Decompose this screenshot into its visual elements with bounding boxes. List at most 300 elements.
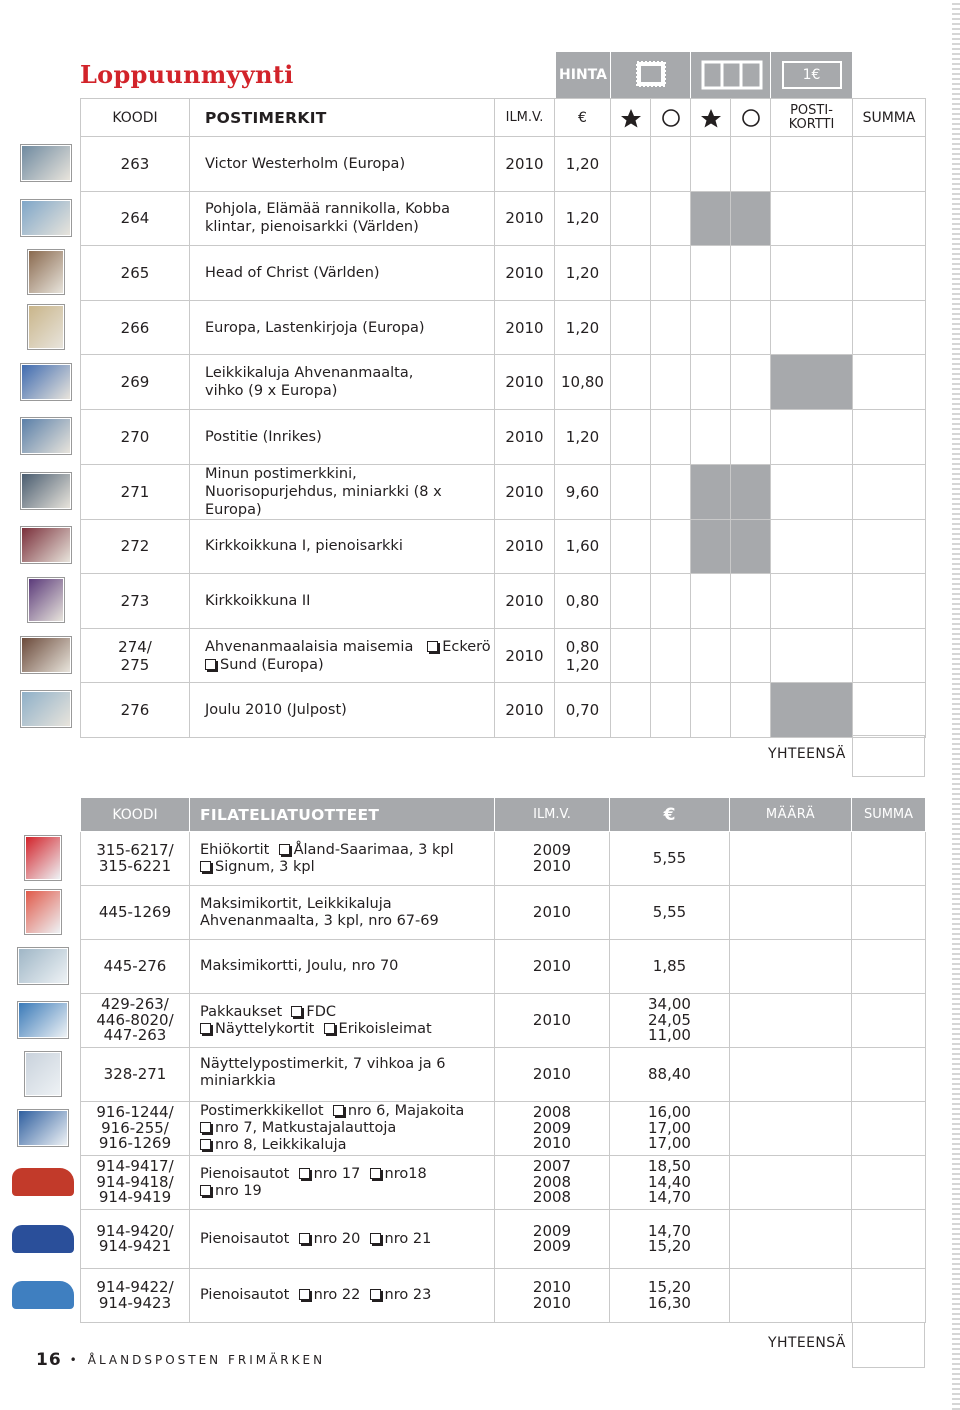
stamp-price: 10,80: [555, 355, 611, 410]
checkbox-option-2[interactable]: [370, 1233, 381, 1244]
sum-cell[interactable]: [853, 464, 926, 519]
stamp-year: 2010: [495, 137, 555, 192]
stamp-thumb-slot: [14, 191, 78, 246]
quantity-cell[interactable]: [651, 191, 691, 246]
product-code: 429-263/ 446-8020/ 447-263: [81, 994, 190, 1048]
product-price: 5,55: [610, 886, 730, 940]
product-thumbnails: [6, 831, 80, 1322]
stamp-code-line: 274/: [118, 637, 152, 656]
stamp-image: [21, 145, 71, 181]
postikortti-line-1: POSTI-: [790, 102, 833, 118]
star-icon: [691, 107, 731, 129]
product-year: 2009 2009: [495, 1210, 610, 1269]
product-name: [190, 886, 495, 940]
product-thumb-slot: [6, 993, 80, 1047]
quantity-cell[interactable]: [611, 355, 651, 410]
sum-cell[interactable]: [853, 574, 926, 629]
product-name-text: Näyttelypostimerkit, 7 vihkoa ja 6 miniarkkia: [200, 1056, 446, 1089]
stamp-image: [28, 305, 64, 349]
product-name: [190, 940, 495, 994]
product-price: 5,55: [610, 832, 730, 886]
checkbox-option-1[interactable]: [279, 844, 290, 855]
sum-cell[interactable]: [852, 886, 926, 940]
stamp-code: 264: [81, 191, 190, 246]
quantity-cell[interactable]: [731, 246, 771, 301]
quantity-cell[interactable]: [691, 246, 731, 301]
circle-icon: [651, 107, 691, 129]
strip-icon-cell: [690, 52, 770, 98]
stamp-code: 266: [81, 300, 190, 355]
product-name: [190, 994, 495, 1048]
stamp-row: [81, 355, 926, 410]
checkbox-option-3[interactable]: [200, 1185, 211, 1196]
postikortti-line-2: KORTTI: [788, 116, 835, 132]
product-row: [81, 832, 926, 886]
checkbox-option-2[interactable]: [200, 1023, 211, 1034]
toy-car-image: [12, 1281, 74, 1309]
product-row: [81, 940, 926, 994]
euro-header: €: [555, 99, 611, 137]
page-title: Loppuunmyynti: [80, 60, 294, 89]
option-label: nro18: [384, 1165, 427, 1182]
stamp-name: Kirkkoikkuna II: [190, 574, 495, 629]
product-year: 2008 2009 2010: [495, 1102, 610, 1156]
quantity-cell[interactable]: [651, 519, 691, 574]
product-name: [190, 1210, 495, 1269]
stamp-price: 1,20: [555, 137, 611, 192]
product-row: [81, 994, 926, 1048]
product-name: [190, 1269, 495, 1323]
quantity-cell[interactable]: [651, 574, 691, 629]
stamp-price-line: 0,80: [565, 637, 600, 656]
koodi-header: KOODI: [81, 99, 190, 137]
stamp-image: [21, 418, 71, 454]
circle-icon: [731, 107, 771, 129]
stamp-year: 2010: [495, 191, 555, 246]
quantity-cell[interactable]: [771, 355, 853, 410]
product-name-text: Pienoisautot: [200, 1230, 290, 1247]
option-label: Näyttelykortit: [215, 1020, 315, 1037]
quantity-cell[interactable]: [731, 300, 771, 355]
stamp-code: 263: [81, 137, 190, 192]
stamp-price: 1,20: [555, 246, 611, 301]
footer-dot: •: [69, 1353, 80, 1367]
product-row: [81, 1269, 926, 1323]
product-code: 445-276: [81, 940, 190, 994]
product-image: [25, 890, 61, 934]
checkbox-option-2[interactable]: [370, 1168, 381, 1179]
stamp-price: 0,70: [555, 683, 611, 738]
quantity-cell[interactable]: [651, 300, 691, 355]
quantity-cell[interactable]: [691, 628, 731, 683]
fila-ilmv-header: ILM.V.: [495, 798, 610, 832]
ilmv-header: ILM.V.: [495, 99, 555, 137]
filatelia-header: FILATELIATUOTTEET: [190, 798, 495, 832]
checkbox-option-1[interactable]: [299, 1168, 310, 1179]
stamp-row: [81, 191, 926, 246]
option-label: FDC: [306, 1003, 337, 1020]
stamp-year: 2010: [495, 683, 555, 738]
star-icon: [611, 107, 651, 129]
checkbox-option-1[interactable]: [299, 1289, 310, 1300]
sum-cell[interactable]: [853, 246, 926, 301]
option-label: nro 23: [384, 1287, 432, 1303]
quantity-cell[interactable]: [691, 409, 731, 464]
stamp-row: [81, 519, 926, 574]
price-one-label: 1€: [802, 67, 821, 83]
quantity-cell[interactable]: [611, 464, 651, 519]
star-col-header-1: [611, 99, 651, 137]
stamp-row: [81, 137, 926, 192]
stamp-thumb-slot: [14, 464, 78, 519]
stamp-name: Head of Christ (Världen): [190, 246, 495, 301]
stamp-image: [28, 578, 64, 622]
sum-cell[interactable]: [853, 683, 926, 738]
quantity-cell[interactable]: [731, 574, 771, 629]
product-code: 916-1244/ 916-255/ 916-1269: [81, 1102, 190, 1156]
product-code: 445-1269: [81, 886, 190, 940]
product-row: [81, 886, 926, 940]
product-name-text: Ehiökortit: [200, 841, 270, 858]
checkbox-option-1[interactable]: [299, 1233, 310, 1244]
star-col-header-2: [691, 99, 731, 137]
stamp-name: Minun postimerkkini, Nuorisopurjehdus, miniarkki (8 x Europa): [190, 464, 495, 519]
stamp-year: 2010: [495, 409, 555, 464]
quantity-cell[interactable]: [651, 628, 691, 683]
stamp-image: [21, 364, 71, 400]
price-box-icon: [782, 61, 842, 89]
quantity-cell[interactable]: [730, 1156, 852, 1210]
option-label: nro 22: [313, 1287, 361, 1303]
quantity-cell[interactable]: [730, 832, 852, 886]
product-row: [81, 1210, 926, 1269]
quantity-cell[interactable]: [651, 355, 691, 410]
product-name-text: Pakkaukset: [200, 1003, 283, 1020]
stamp-year: 2010: [495, 246, 555, 301]
stamp-name-text: Ahvenanmaalaisia maisemia: [205, 638, 414, 655]
stamp-year: 2010: [495, 355, 555, 410]
stamp-price: 1,20: [555, 409, 611, 464]
product-image: [25, 836, 61, 880]
stamp-code-line: 275: [120, 655, 150, 674]
quantity-cell[interactable]: [651, 683, 691, 738]
quantity-cell[interactable]: [771, 519, 853, 574]
stamp-thumb-slot: [14, 409, 78, 464]
option-label: nro 7, Matkustajalauttoja: [215, 1120, 397, 1136]
sum-cell[interactable]: [852, 940, 926, 994]
sum-cell[interactable]: [852, 832, 926, 886]
total-label-1: YHTEENSÄ: [768, 746, 846, 762]
checkbox-eckero[interactable]: [427, 641, 438, 652]
quantity-cell[interactable]: [731, 519, 771, 574]
product-price: 88,40: [610, 1048, 730, 1102]
quantity-cell[interactable]: [731, 628, 771, 683]
stamp-thumb-slot: [14, 682, 78, 737]
stamp-image: [21, 200, 71, 236]
product-price: 16,00 17,00 17,00: [610, 1102, 730, 1156]
sum-cell[interactable]: [853, 300, 926, 355]
stamps-header-row: [81, 99, 926, 137]
postikortti-header: [771, 99, 853, 137]
price-box-cell: [770, 52, 852, 98]
checkbox-option-3[interactable]: [324, 1023, 335, 1034]
stamp-price: 1,20: [555, 191, 611, 246]
quantity-cell[interactable]: [691, 300, 731, 355]
stamp-code: 273: [81, 574, 190, 629]
stamps-table: [80, 98, 926, 738]
quantity-cell[interactable]: [731, 683, 771, 738]
sum-cell[interactable]: [853, 628, 926, 683]
product-thumb-slot: [6, 885, 80, 939]
product-name: [190, 1102, 495, 1156]
sum-cell[interactable]: [852, 1102, 926, 1156]
quantity-cell[interactable]: [611, 574, 651, 629]
stamp-name: Postitie (Inrikes): [190, 409, 495, 464]
quantity-cell[interactable]: [651, 246, 691, 301]
quantity-cell[interactable]: [730, 940, 852, 994]
page-edge-strip: [952, 0, 960, 1410]
quantity-cell[interactable]: [730, 1269, 852, 1323]
quantity-cell[interactable]: [691, 683, 731, 738]
product-thumb-slot: [6, 1101, 80, 1155]
stamp-thumb-slot: [14, 573, 78, 628]
stamp-thumb-slot: [14, 354, 78, 409]
product-name-text: Maksimikortti, Joulu, nro 70: [200, 958, 399, 974]
quantity-cell[interactable]: [611, 519, 651, 574]
stamp-row: [81, 246, 926, 301]
quantity-cell[interactable]: [771, 409, 853, 464]
product-thumb-slot: [6, 1268, 80, 1322]
product-year: 2007 2008 2008: [495, 1156, 610, 1210]
quantity-cell[interactable]: [730, 1210, 852, 1269]
option-label: nro 17: [313, 1165, 361, 1182]
quantity-cell[interactable]: [651, 464, 691, 519]
product-image: [18, 948, 68, 984]
sum-cell[interactable]: [852, 1269, 926, 1323]
sum-cell[interactable]: [852, 1156, 926, 1210]
quantity-cell[interactable]: [651, 409, 691, 464]
checkbox-option-2[interactable]: [370, 1289, 381, 1300]
stamp-price: [555, 628, 611, 683]
stamp-row: [81, 300, 926, 355]
product-year: 2010: [495, 940, 610, 994]
stamp-image: [21, 691, 71, 727]
sum-cell[interactable]: [853, 191, 926, 246]
stamp-thumb-slot: [14, 136, 78, 191]
stamp-code: 269: [81, 355, 190, 410]
option-label: nro 20: [313, 1230, 361, 1247]
quantity-cell[interactable]: [730, 886, 852, 940]
option-label: Signum, 3 kpl: [215, 858, 315, 875]
fila-summa-header: SUMMA: [852, 798, 926, 832]
product-name: [190, 1048, 495, 1102]
quantity-cell[interactable]: [730, 1102, 852, 1156]
option-label: Eckerö: [442, 638, 491, 655]
stamp-image: [21, 473, 71, 509]
stamp-year: 2010: [495, 300, 555, 355]
quantity-cell[interactable]: [691, 355, 731, 410]
option-label: Erikoisleimat: [338, 1020, 432, 1037]
checkbox-option-1[interactable]: [333, 1105, 344, 1116]
total-label-2: YHTEENSÄ: [768, 1335, 846, 1351]
quantity-cell[interactable]: [731, 137, 771, 192]
stamp-name: Europa, Lastenkirjoja (Europa): [190, 300, 495, 355]
sum-cell[interactable]: [852, 1210, 926, 1269]
sum-cell[interactable]: [852, 994, 926, 1048]
quantity-cell[interactable]: [691, 464, 731, 519]
stamp-code: [81, 628, 190, 683]
stamp-name: Joulu 2010 (Julpost): [190, 683, 495, 738]
product-code: 315-6217/ 315-6221: [81, 832, 190, 886]
product-name: [190, 1156, 495, 1210]
product-thumb-slot: [6, 1047, 80, 1101]
option-label: nro 19: [215, 1182, 262, 1199]
quantity-cell[interactable]: [771, 246, 853, 301]
product-row: [81, 1102, 926, 1156]
product-thumb-slot: [6, 1155, 80, 1209]
sum-cell[interactable]: [853, 137, 926, 192]
stamp-name: Kirkkoikkuna I, pienoisarkki: [190, 519, 495, 574]
product-year: 2009 2010: [495, 832, 610, 886]
postimerkit-header: POSTIMERKIT: [190, 99, 495, 137]
stamp-price: 9,60: [555, 464, 611, 519]
quantity-cell[interactable]: [771, 300, 853, 355]
quantity-cell[interactable]: [691, 574, 731, 629]
product-name-text: Postimerkkikellot: [200, 1103, 324, 1119]
quantity-cell[interactable]: [771, 137, 853, 192]
stamp-year: 2010: [495, 628, 555, 683]
option-label: Åland-Saarimaa, 3 kpl: [293, 841, 454, 858]
checkbox-option-2[interactable]: [200, 861, 211, 872]
stamp-thumb-slot: [14, 245, 78, 300]
quantity-cell[interactable]: [731, 191, 771, 246]
sum-cell[interactable]: [853, 355, 926, 410]
product-year: 2010: [495, 886, 610, 940]
product-thumb-slot: [6, 1209, 80, 1268]
stamp-price: 1,20: [555, 300, 611, 355]
circle-col-header-1: [651, 99, 691, 137]
sum-cell[interactable]: [852, 1048, 926, 1102]
stamp-code: 271: [81, 464, 190, 519]
quantity-cell[interactable]: [611, 246, 651, 301]
stamp-thumb-slot: [14, 518, 78, 573]
stamp-thumb-slot: [14, 627, 78, 682]
stamp-row: [81, 628, 926, 683]
quantity-cell[interactable]: [771, 628, 853, 683]
stamp-code: 265: [81, 246, 190, 301]
quantity-cell[interactable]: [771, 191, 853, 246]
quantity-cell[interactable]: [611, 409, 651, 464]
product-price: 18,50 14,40 14,70: [610, 1156, 730, 1210]
product-name-text: Maksimikortit, Leikkikaluja Ahvenanmaalta, 3 kpl, nro 67-69: [200, 895, 439, 929]
quantity-cell[interactable]: [771, 464, 853, 519]
product-price: 15,20 16,30: [610, 1269, 730, 1323]
quantity-cell[interactable]: [691, 191, 731, 246]
stamp-thumbnails: [14, 136, 78, 737]
filatelia-table: [80, 797, 926, 1323]
quantity-cell[interactable]: [731, 409, 771, 464]
option-label: nro 6, Majakoita: [347, 1103, 465, 1119]
product-row: [81, 1156, 926, 1210]
total-input-2[interactable]: [852, 1322, 925, 1368]
maara-header: MÄÄRÄ: [730, 798, 852, 832]
quantity-cell[interactable]: [651, 137, 691, 192]
stamp-image: [21, 637, 71, 673]
product-thumb-slot: [6, 831, 80, 885]
stamp-price: 1,60: [555, 519, 611, 574]
product-name-text: Pienoisautot: [200, 1165, 290, 1182]
stamp-image: [28, 250, 64, 294]
product-name-text: Pienoisautot: [200, 1287, 290, 1303]
checkbox-sund[interactable]: [205, 659, 216, 670]
product-code: 914-9417/ 914-9418/ 914-9419: [81, 1156, 190, 1210]
stamp-row: [81, 574, 926, 629]
stamp-name: Victor Westerholm (Europa): [190, 137, 495, 192]
stamp-row: [81, 683, 926, 738]
sum-cell[interactable]: [853, 409, 926, 464]
quantity-cell[interactable]: [731, 355, 771, 410]
quantity-cell[interactable]: [611, 683, 651, 738]
toy-car-image: [12, 1168, 74, 1196]
sum-cell[interactable]: [853, 519, 926, 574]
product-thumb-slot: [6, 939, 80, 993]
option-label: Sund (Europa): [220, 656, 324, 673]
product-image: [18, 1002, 68, 1038]
stamp-code: 276: [81, 683, 190, 738]
quantity-cell[interactable]: [611, 137, 651, 192]
quantity-cell[interactable]: [611, 191, 651, 246]
publication-name: ÅLANDSPOSTEN FRIMÄRKEN: [87, 1353, 326, 1367]
quantity-cell[interactable]: [771, 574, 853, 629]
stamp-year: 2010: [495, 464, 555, 519]
checkbox-option-3[interactable]: [200, 1139, 211, 1150]
stamp-year: 2010: [495, 574, 555, 629]
option-label: nro 21: [384, 1230, 432, 1247]
fila-koodi-header: KOODI: [81, 798, 190, 832]
stamp-name: Leikkikaluja Ahvenanmaalta, vihko (9 x Europa): [190, 355, 495, 410]
stamp-image: [21, 527, 71, 563]
stamp-thumb-slot: [14, 300, 78, 355]
quantity-cell[interactable]: [611, 300, 651, 355]
checkbox-option-2[interactable]: [200, 1122, 211, 1133]
product-image: [18, 1110, 68, 1146]
page-number: 16: [36, 1350, 62, 1370]
stamp-name: [190, 628, 495, 683]
quantity-cell[interactable]: [730, 1048, 852, 1102]
quantity-cell[interactable]: [691, 137, 731, 192]
product-code: 914-9422/ 914-9423: [81, 1269, 190, 1323]
hinta-header: HINTA: [555, 52, 610, 98]
product-price: 34,00 24,05 11,00: [610, 994, 730, 1048]
sheet-icon-cell: [610, 52, 690, 98]
product-code: 914-9420/ 914-9421: [81, 1210, 190, 1269]
total-input-1[interactable]: [852, 735, 925, 777]
quantity-cell[interactable]: [691, 519, 731, 574]
option-label: nro 8, Leikkikaluja: [215, 1137, 347, 1153]
toy-car-image: [12, 1225, 74, 1253]
circle-col-header-2: [731, 99, 771, 137]
product-image: [25, 1052, 61, 1096]
quantity-cell[interactable]: [731, 464, 771, 519]
page-footer: [36, 1350, 325, 1370]
filatelia-header-row: [81, 798, 926, 832]
sheet-icon: [611, 52, 691, 98]
quantity-cell[interactable]: [730, 994, 852, 1048]
checkbox-option-1[interactable]: [291, 1006, 302, 1017]
quantity-cell[interactable]: [771, 683, 853, 738]
quantity-cell[interactable]: [611, 628, 651, 683]
product-year: 2010 2010: [495, 1269, 610, 1323]
